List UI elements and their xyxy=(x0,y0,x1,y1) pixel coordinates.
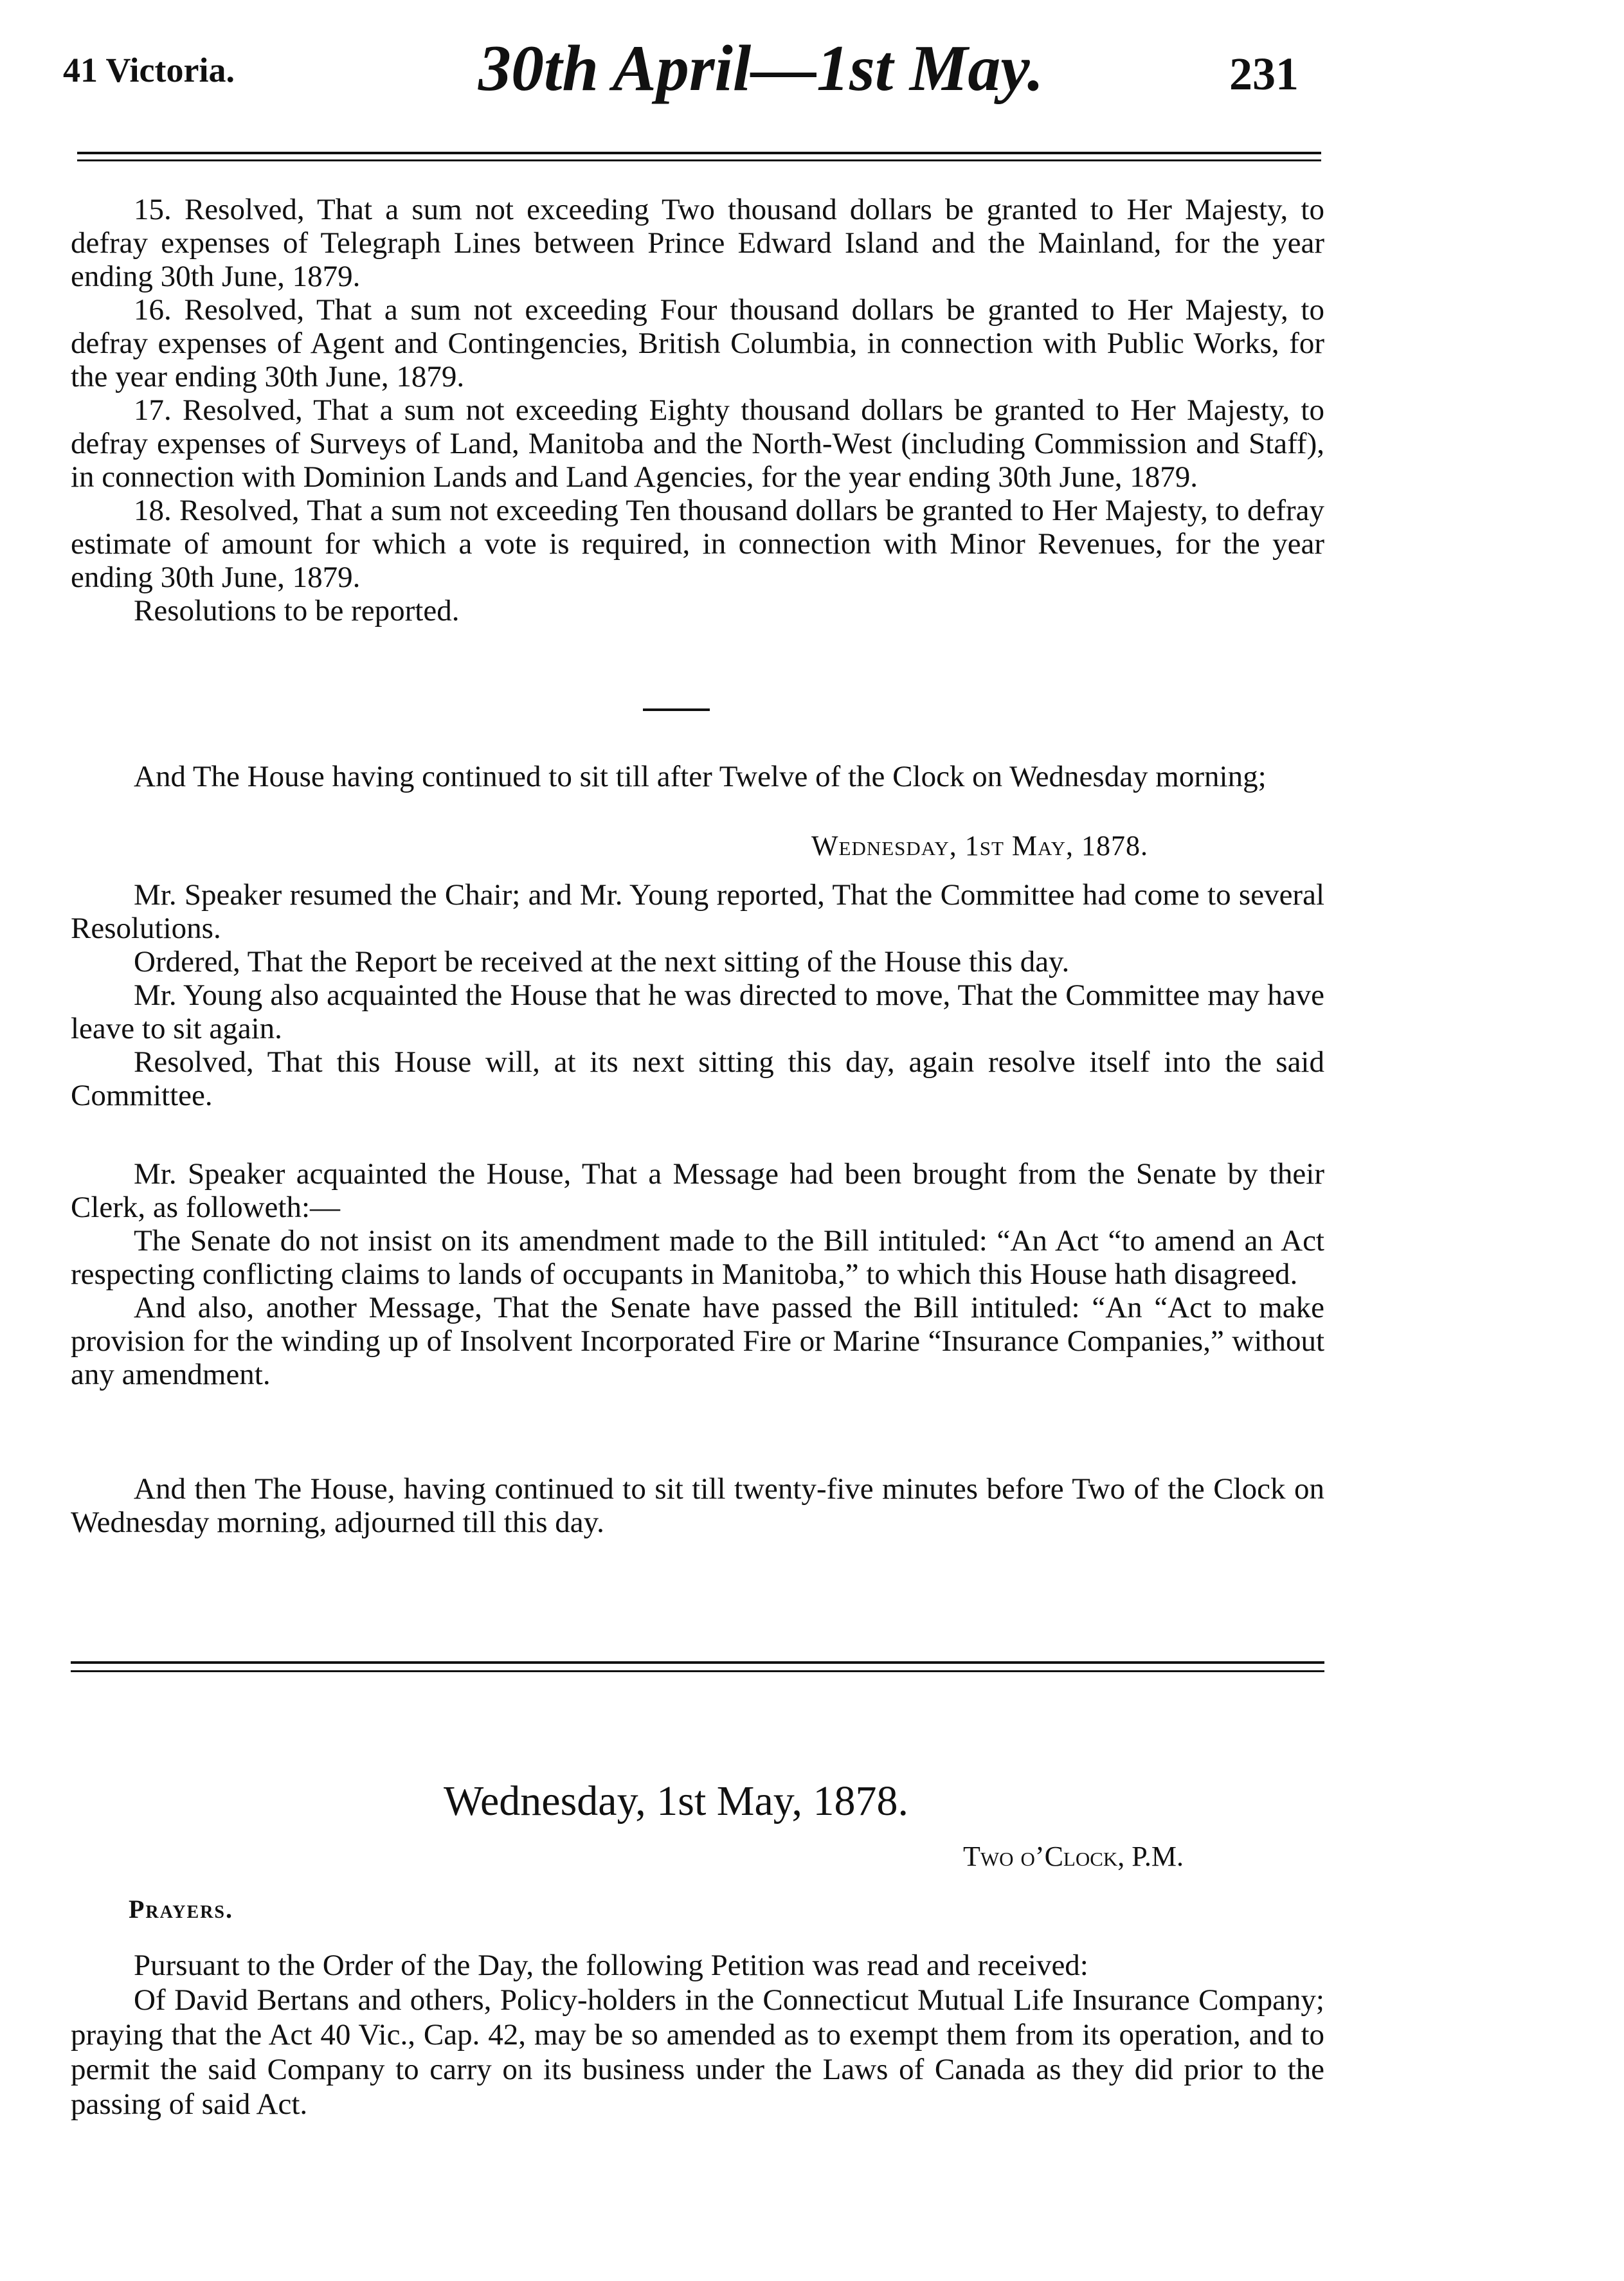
resolution-18: 18. Resolved, That a sum not exceeding Ten thousand dollars be granted to Her Majesty, to defray estimate of amount for which a vote is required, in connection with Minor Revenues, for the year ending 30th June, 1879. xyxy=(71,494,1324,594)
report-paragraph: Mr. Speaker resumed the Chair; and Mr. Young reported, That the Committee had come to several Resolutions. xyxy=(71,878,1324,945)
resolutions-closing: Resolutions to be reported. xyxy=(134,594,460,627)
section-dash xyxy=(643,708,710,711)
section-rule-bottom xyxy=(71,1670,1324,1672)
section-rule-top xyxy=(71,1661,1324,1664)
continued-text: And The House having continued to sit till after Twelve of the Clock on Wednesday morning; xyxy=(134,760,1267,793)
resolution-16: 16. Resolved, That a sum not exceeding Four thousand dollars be granted to Her Majesty, to defray expenses of Agent and Contingencies, British Columbia, in connection with Public Works, for the year ending 30th June, 1879. xyxy=(71,293,1324,393)
resolutions-block xyxy=(71,193,1324,627)
header-rule-top xyxy=(77,152,1321,154)
petition-block xyxy=(71,1948,1324,2122)
header-date-range: 30th April—1st May. xyxy=(478,32,1044,105)
page-number: 231 xyxy=(1229,48,1299,100)
prayers-heading: Prayers. xyxy=(129,1895,233,1924)
ordered-paragraph: Ordered, That the Report be received at the next sitting of the House this day. xyxy=(134,945,1070,978)
resolution-17: 17. Resolved, That a sum not exceeding Eighty thousand dollars be granted to Her Majesty, to defray expenses of Surveys of Land, Manitoba and the North-West (including Commission and Staff), in connection with Dominion Lands and Land Agencies, for the year ending 30th June, 1879. xyxy=(71,393,1324,494)
petition-intro: Pursuant to the Order of the Day, the following Petition was read and received: xyxy=(134,1949,1088,1982)
message-intro: Mr. Speaker acquainted the House, That a Message had been brought from the Senate by their Clerk, as followeth:— xyxy=(71,1157,1324,1224)
petition-text: Of David Bertans and others, Policy-holders in the Connecticut Mutual Life Insurance Company; praying that the Act 40 Vic., Cap. 42, may be so amended as to exempt them from its operation, and to permit the said Company to carry on its business under the Laws of Canada as they did prior to the passing of said Act. xyxy=(71,1983,1324,2121)
message-bill-manitoba: The Senate do not insist on its amendment made to the Bill intituled: “An Act “to amend an Act respecting conflicting claims to lands of occupants in Manitoba,” to which this House hath disagreed. xyxy=(71,1224,1324,1291)
senate-message-block xyxy=(71,1157,1324,1391)
committee-report-block xyxy=(71,878,1324,1112)
adjournment-block xyxy=(71,1472,1324,1539)
sitting-time: Two o’Clock, P.M. xyxy=(963,1841,1184,1872)
adjournment-text: And then The House, having continued to sit till twenty-five minutes before Two of the Clock on Wednesday morning, adjourned till this day. xyxy=(71,1472,1324,1539)
move-paragraph: Mr. Young also acquainted the House that he was directed to move, That the Committee may have leave to sit again. xyxy=(71,978,1324,1045)
resolved-paragraph: Resolved, That this House will, at its next sitting this day, again resolve itself into the said Committee. xyxy=(71,1045,1324,1112)
resolution-15: 15. Resolved, That a sum not exceeding Two thousand dollars be granted to Her Majesty, to defray expenses of Telegraph Lines between Prince Edward Island and the Mainland, for the year ending 30th June, 1879. xyxy=(71,193,1324,293)
header-left: 41 Victoria. xyxy=(63,51,235,89)
message-bill-insurance: And also, another Message, That the Senate have passed the Bill intituled: “An “Act to make provision for the winding up of Insolvent Incorporated Fire or Marine “Insurance Companies,” without any amendment. xyxy=(71,1291,1324,1391)
continued-sitting xyxy=(71,760,1324,793)
sitting-title: Wednesday, 1st May, 1878. xyxy=(444,1778,909,1825)
sitting-date-line: Wednesday, 1st May, 1878. xyxy=(811,830,1148,861)
header-rule-bottom xyxy=(77,159,1321,161)
